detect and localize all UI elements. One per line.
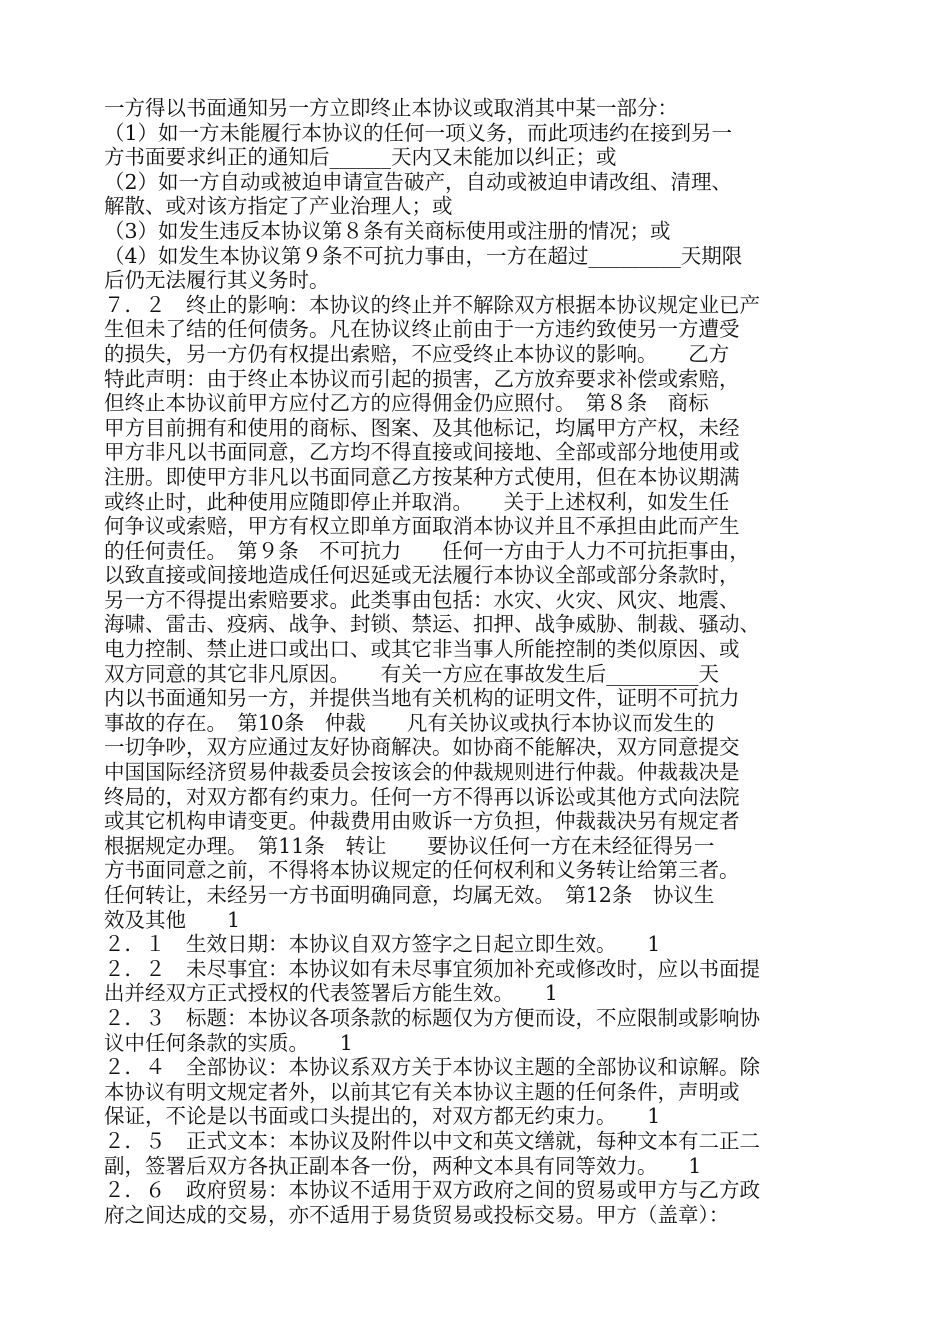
text-line: 或其它机构申请变更。仲裁费用由败诉一方负担，仲裁裁决另有规定者 bbox=[104, 809, 740, 834]
text-line: 以致直接或间接地造成任何迟延或无法履行本协议全部或部分条款时， bbox=[104, 563, 740, 588]
text-line: 注册。即使甲方非凡以书面同意乙方按某种方式使用，但在本协议期满 bbox=[104, 464, 740, 489]
text-line: 保证，不论是以书面或口头提出的，对双方都无约束力。 1 bbox=[104, 1104, 661, 1129]
text-line: 终局的，对双方都有约束力。任何一方不得再以诉讼或其他方式向法院 bbox=[104, 784, 740, 809]
text-line: 解散、或对该方指定了产业治理人；或 bbox=[104, 194, 453, 219]
text-line: 甲方目前拥有和使用的商标、图案、及其他标记，均属甲方产权，未经 bbox=[104, 415, 740, 440]
text-line: （3）如发生违反本协议第８条有关商标使用或注册的情况；或 bbox=[104, 218, 671, 243]
text-line: 何争议或索赔，甲方有权立即单方面取消本协议并且不承担由此而产生 bbox=[104, 514, 740, 539]
text-line: 任何转让，未经另一方书面明确同意，均属无效。 第12条 协议生 bbox=[104, 883, 715, 907]
text-line: （1）如一方未能履行本协议的任何一项义务，而此项违约在接到另一 bbox=[104, 120, 733, 145]
text-line: 一切争吵，双方应通过友好协商解决。如协商不能解决，双方同意提交 bbox=[104, 735, 740, 760]
text-line: 方书面同意之前，不得将本协议规定的任何权利和义务转让给第三者。 bbox=[104, 858, 740, 883]
text-line: 本协议有明文规定者外，以前其它有关本协议主题的任何条件，声明或 bbox=[104, 1079, 740, 1104]
text-line: 另一方不得提出索赔要求。此类事由包括：水灾、火灾、风灾、地震、 bbox=[104, 587, 740, 612]
text-line: 府之间达成的交易，亦不适用于易货贸易或投标交易。甲方（盖章）： bbox=[104, 1202, 730, 1227]
text-line: 生但未了结的任何债务。凡在协议终止前由于一方违约致使另一方遭受 bbox=[104, 317, 740, 342]
text-line: 特此声明：由于终止本协议而引起的损害，乙方放弃要求补偿或索赔， bbox=[104, 366, 740, 391]
text-line: ２．５ 正式文本：本协议及附件以中文和英文缮就，每种文本有二正二 bbox=[104, 1128, 760, 1153]
text-line: 的任何责任。 第９条 不可抗力 任何一方由于人力不可抗拒事由， bbox=[104, 538, 750, 563]
text-line: 双方同意的其它非凡原因。 有关一方应在事故发生后_________天 bbox=[104, 661, 719, 686]
text-line: 后仍无法履行其义务时。 bbox=[104, 268, 330, 293]
text-line: 电力控制、禁止进口或出口、或其它非当事人所能控制的类似原因、或 bbox=[104, 637, 740, 662]
text-line: 出并经双方正式授权的代表签署后方能生效。 1 bbox=[104, 981, 558, 1006]
text-line: 内以书面通知另一方，并提供当地有关机构的证明文件，证明不可抗力 bbox=[104, 686, 740, 711]
text-line: 中国国际经济贸易仲裁委员会按该会的仲裁规则进行仲裁。仲裁裁决是 bbox=[104, 760, 740, 785]
text-line: 根据规定办理。 第11条 转让 要协议任何一方在未经征得另一 bbox=[104, 833, 715, 858]
text-line: ２．２ 未尽事宜：本协议如有未尽事宜须加补充或修改时，应以书面提 bbox=[104, 956, 760, 981]
text-line: 但终止本协议前甲方应付乙方的应得佣金仍应照付。 第８条 商标 bbox=[104, 391, 709, 416]
text-line: 的损失，另一方仍有权提出索赔，不应受终止本协议的影响。 乙方 bbox=[104, 341, 730, 366]
text-line: ２．３ 标题：本协议各项条款的标题仅为方便而设，不应限制或影响协 bbox=[104, 1005, 760, 1030]
text-line: 甲方非凡以书面同意，乙方均不得直接或间接地、全部或部分地使用或 bbox=[104, 440, 740, 465]
text-line: 议中任何条款的实质。 1 bbox=[104, 1030, 353, 1055]
text-line: （2）如一方自动或被迫申请宣告破产，自动或被迫申请改组、清理、 bbox=[104, 169, 733, 194]
text-line: ７．２ 终止的影响：本协议的终止并不解除双方根据本协议规定业已产 bbox=[104, 292, 760, 317]
text-line: ２．４ 全部协议：本协议系双方关于本协议主题的全部协议和谅解。除 bbox=[104, 1055, 760, 1080]
text-line: 效及其他 1 bbox=[104, 907, 241, 932]
text-line: （4）如发生本协议第９条不可抗力事由，一方在超过_________天期限 bbox=[104, 243, 743, 268]
document-body bbox=[104, 96, 856, 1227]
text-line: 事故的存在。 第10条 仲裁 凡有关协议或执行本协议而发生的 bbox=[104, 710, 715, 735]
text-line: 副，签署后双方各执正副本各一份，两种文本具有同等效力。 1 bbox=[104, 1153, 702, 1178]
text-line: ２．１ 生效日期：本协议自双方签字之日起立即生效。 1 bbox=[104, 932, 661, 957]
text-line: 一方得以书面通知另一方立即终止本协议或取消其中某一部分： bbox=[104, 96, 678, 120]
text-line: ２．６ 政府贸易：本协议不适用于双方政府之间的贸易或甲方与乙方政 bbox=[104, 1178, 760, 1203]
text-line: 方书面要求纠正的通知后______天内又未能加以纠正；或 bbox=[104, 145, 617, 170]
text-line: 海啸、雷击、疫病、战争、封锁、禁运、扣押、战争威胁、制裁、骚动、 bbox=[104, 612, 760, 637]
text-line: 或终止时，此种使用应随即停止并取消。 关于上述权利，如发生任 bbox=[104, 489, 730, 514]
